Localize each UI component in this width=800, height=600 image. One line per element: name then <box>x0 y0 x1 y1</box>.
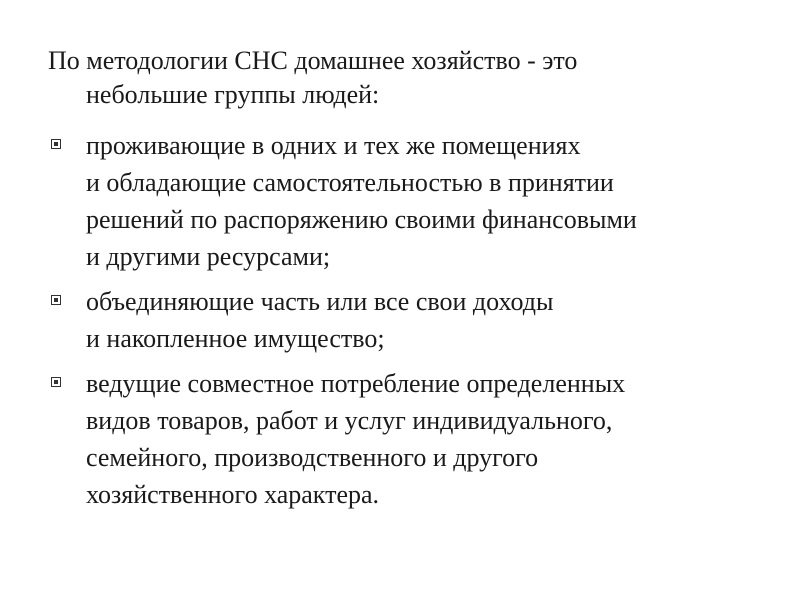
bullet-line: и накопленное имущество; <box>86 324 385 353</box>
bullet-line: проживающие в одних и тех же помещениях <box>86 131 581 160</box>
bullet-line: и другими ресурсами; <box>86 242 331 271</box>
bullet-item <box>48 127 768 275</box>
bullet-line: объединяющие часть или все свои доходы <box>86 287 554 316</box>
bullet-line: ведущие совместное потребление определенных <box>86 369 626 398</box>
square-bullet-icon <box>51 139 61 149</box>
square-bullet-icon <box>51 377 61 387</box>
bullet-line: и обладающие самостоятельностью в принятии <box>86 168 614 197</box>
intro-paragraph <box>48 44 768 112</box>
bullet-item <box>48 365 768 513</box>
bullet-line: видов товаров, работ и услуг индивидуального, <box>86 406 613 435</box>
bullet-item <box>48 283 768 357</box>
bullet-line: решений по распоряжению своими финансовыми <box>86 205 637 234</box>
bullet-list <box>48 127 768 522</box>
bullet-line: хозяйственного характера. <box>86 480 380 509</box>
square-bullet-icon <box>51 295 61 305</box>
intro-line: небольшие группы людей: <box>86 80 380 109</box>
bullet-line: семейного, производственного и другого <box>86 443 539 472</box>
intro-line: По методологии СНС домашнее хозяйство - это <box>48 46 578 75</box>
